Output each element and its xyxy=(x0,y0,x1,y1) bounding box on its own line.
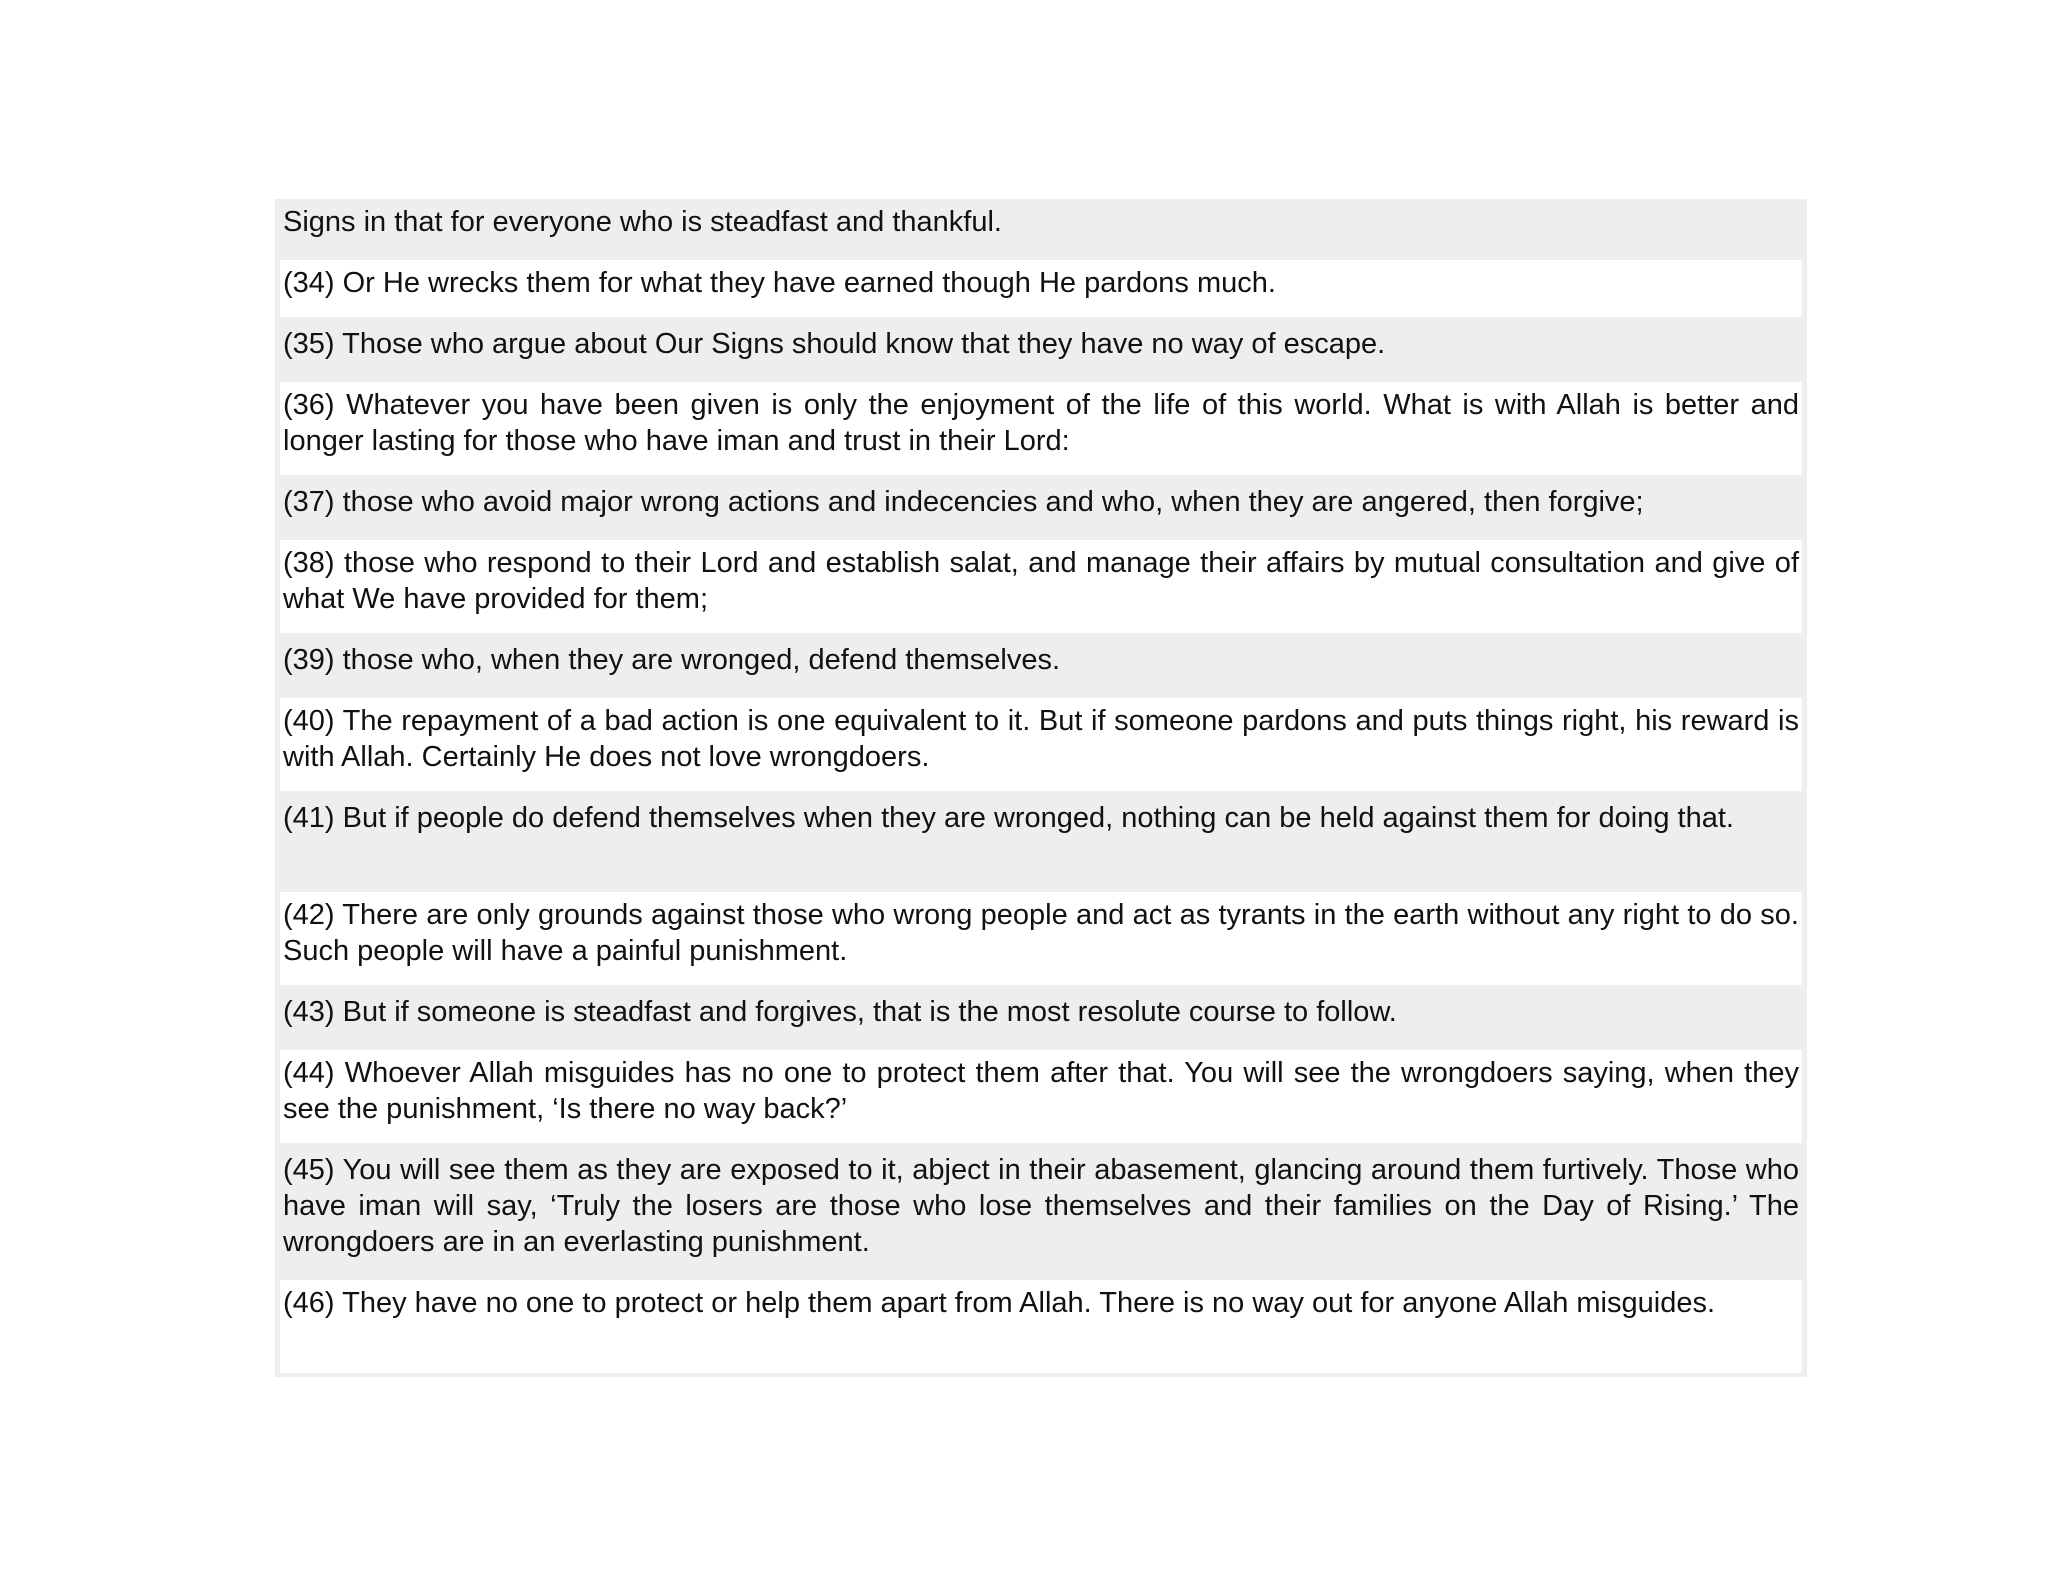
verse-row: (44) Whoever Allah misguides has no one to protect them after that. You will see the wrongdoers saying, when they see the punishment, ‘Is there no way back?’ xyxy=(280,1050,1802,1143)
verse-row: (39) those who, when they are wronged, defend themselves. xyxy=(280,637,1802,694)
verse-table xyxy=(275,199,1807,1377)
verse-row: (37) those who avoid major wrong actions and indecencies and who, when they are angered, then forgive; xyxy=(280,479,1802,536)
verse-row: (38) those who respond to their Lord and establish salat, and manage their affairs by mutual consultation and give of what We have provided for them; xyxy=(280,540,1802,633)
verse-row: (35) Those who argue about Our Signs should know that they have no way of escape. xyxy=(280,321,1802,378)
verse-row: (43) But if someone is steadfast and forgives, that is the most resolute course to follow. xyxy=(280,989,1802,1046)
verse-row: (46) They have no one to protect or help them apart from Allah. There is no way out for anyone Allah misguides. xyxy=(280,1280,1802,1373)
verse-row: (42) There are only grounds against those who wrong people and act as tyrants in the earth without any right to do so. Such people will have a painful punishment. xyxy=(280,892,1802,985)
verse-row: (41) But if people do defend themselves when they are wronged, nothing can be held against them for doing that. xyxy=(280,795,1802,888)
verse-row: (45) You will see them as they are exposed to it, abject in their abasement, glancing around them furtively. Those who have iman will say, ‘Truly the losers are those who lose themselves and their families on the Day of Rising.’ The wrongdoers are in an everlasting punishment. xyxy=(280,1147,1802,1276)
verse-row: Signs in that for everyone who is steadfast and thankful. xyxy=(280,199,1802,256)
verse-row: (36) Whatever you have been given is only the enjoyment of the life of this world. What is with Allah is better and longer lasting for those who have iman and trust in their Lord: xyxy=(280,382,1802,475)
verse-row: (34) Or He wrecks them for what they have earned though He pardons much. xyxy=(280,260,1802,317)
verse-row: (40) The repayment of a bad action is one equivalent to it. But if someone pardons and puts things right, his reward is with Allah. Certainly He does not love wrongdoers. xyxy=(280,698,1802,791)
